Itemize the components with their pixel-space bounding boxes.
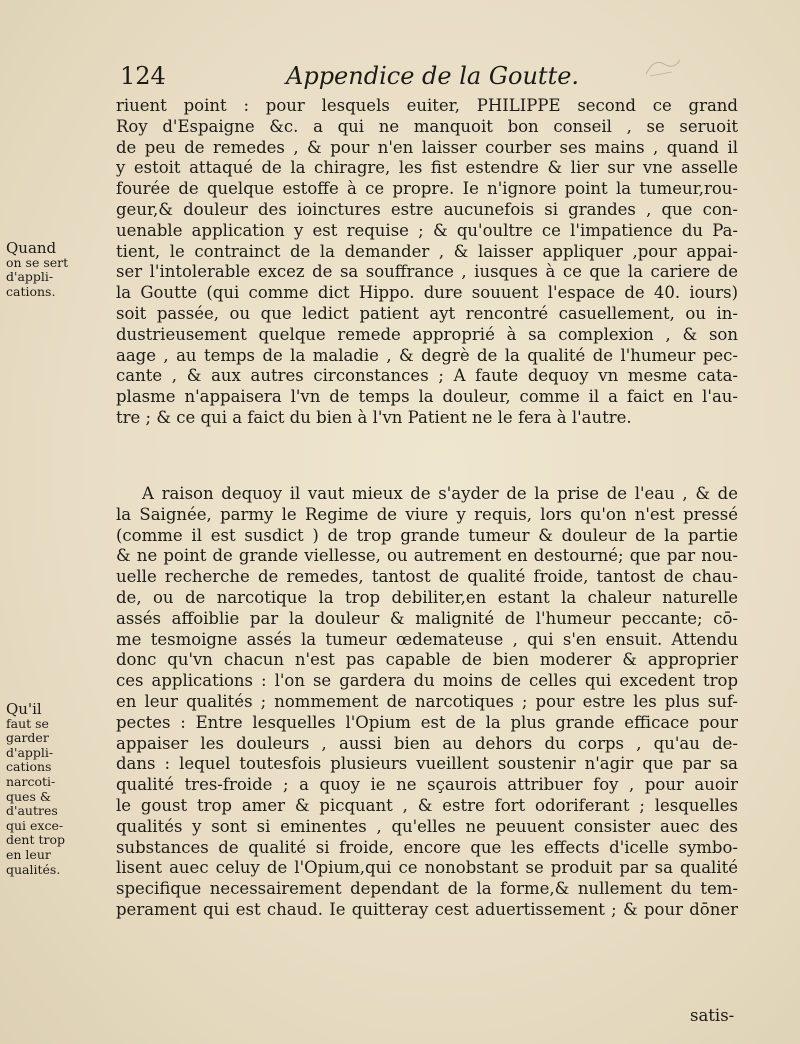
margin-line: d'appli- <box>6 270 54 285</box>
text-line: y estoit attaqué de la chiragre, les fist estendre & lier sur vne asselle <box>116 158 738 178</box>
text-line: tient, le contrainct de la demander , & laisser appliquer ,pour appai- <box>116 241 738 261</box>
margin-line: dent trop <box>6 833 65 848</box>
margin-line: en leur <box>6 847 51 862</box>
paragraph-1 <box>116 96 738 429</box>
margin-line: d'appli- <box>6 745 54 760</box>
margin-line: narcoti- <box>6 774 56 789</box>
text-line: soit passée, ou que ledict patient ayt rencontré casuellement, ou in- <box>116 303 738 323</box>
margin-line: qualités. <box>6 862 61 877</box>
margin-line: Quand <box>6 241 57 256</box>
text-line: qualité tres-froide ; a quoy ie ne sçaurois attribuer foy , pour auoir <box>116 775 738 795</box>
text-line: (comme il est susdict ) de trop grande tumeur & douleur de la partie <box>116 525 738 545</box>
text-line: assés affoiblie par la douleur & malignité de l'humeur peccante; cō- <box>116 608 738 628</box>
text-line: substances de qualité si froide, encore que les effects d'icelle symbo- <box>116 837 738 857</box>
margin-line: garder <box>6 731 49 746</box>
text-line: aage , au temps de la maladie , & degrè de la qualité de l'humeur pec- <box>116 345 738 365</box>
text-line: pectes : Entre lesquelles l'Opium est de la plus grande efficace pour <box>116 712 738 732</box>
text-line: cante , & aux autres circonstances ; A faute dequoy vn mesme cata- <box>116 366 738 386</box>
margin-line: d'autres <box>6 804 58 819</box>
page-number: 124 <box>120 62 166 90</box>
text-line: fourée de quelque estoffe à ce propre. Ie n'ignore point la tumeur,rou- <box>116 179 738 199</box>
page-header <box>118 62 738 96</box>
catchword: satis- <box>690 1006 735 1025</box>
margin-line: faut se <box>6 716 49 731</box>
text-line: Roy d'Espaigne &c. a qui ne manquoit bon conseil , se seruoit <box>116 116 738 136</box>
text-line: dustrieusement quelque remede approprié à sa complexion , & son <box>116 324 738 344</box>
text-line: plasme n'appaisera l'vn de temps la douleur, comme il a faict en l'au- <box>116 387 738 407</box>
text-line: de, ou de narcotique la trop debiliter,en estant la chaleur naturelle <box>116 587 738 607</box>
text-line: & ne point de grande viellesse, ou autrement en destourné; que par nou- <box>116 546 738 566</box>
margin-line: on se sert <box>6 255 69 270</box>
text-line: la Goutte (qui comme dict Hippo. dure souuent l'espace de 40. iours) <box>116 283 738 303</box>
text-line: en leur qualités ; nommement de narcotiques ; pour estre les plus suf- <box>116 691 738 711</box>
text-line: dans : lequel toutesfois plusieurs vueillent soustenir n'agir que par sa <box>116 754 738 774</box>
text-line: me tesmoigne assés la tumeur œdemateuse , qui s'en ensuit. Attendu <box>116 629 738 649</box>
text-line: uelle recherche de remedes, tantost de qualité froide, tantost de chau- <box>116 567 738 587</box>
text-line: qualités y sont si eminentes , qu'elles ne peuuent consister auec des <box>116 816 738 836</box>
margin-note-narcotics <box>6 702 110 877</box>
text-line: tre ; & ce qui a faict du bien à l'vn Patient ne le fera à l'autre. <box>116 407 632 427</box>
text-line: ser l'intolerable excez de sa souffrance , iusques à ce que la cariere de <box>116 262 738 282</box>
margin-line: Qu'il <box>6 702 42 717</box>
margin-note-applications <box>6 241 110 299</box>
text-line: uenable application y est requise ; & qu'oultre ce l'impatience du Pa- <box>116 220 738 240</box>
running-title: Appendice de la Goutte. <box>286 62 580 90</box>
text-line: geur,& douleur des ioinctures estre aucunefois si grandes , que con- <box>116 199 738 219</box>
margin-line: qui exce- <box>6 818 64 833</box>
paragraph-2 <box>116 484 738 921</box>
text-line: de peu de remedes , & pour n'en laisser courber ses mains , quand il <box>116 137 738 157</box>
text-line: la Saignée, parmy le Regime de viure y requis, lors qu'on n'est pressé <box>116 504 738 524</box>
text-line: lisent auec celuy de l'Opium,qui ce nonobstant se produit par sa qualité <box>116 858 738 878</box>
text-line: le goust trop amer & picquant , & estre fort odoriferant ; lesquelles <box>116 795 738 815</box>
text-line: riuent point : pour lesquels euiter, PHILIPPE second ce grand <box>116 96 738 115</box>
margin-line: ques & <box>6 789 51 804</box>
text-line: ces applications : l'on se gardera du moins de celles qui excedent trop <box>116 671 738 691</box>
text-line: A raison dequoy il vaut mieux de s'ayder de la prise de l'eau , & de <box>142 484 738 503</box>
text-line: donc qu'vn chacun n'est pas capable de bien moderer & approprier <box>116 650 738 670</box>
text-line: specifique necessairement dependant de la forme,& nullement du tem- <box>116 879 738 899</box>
margin-line: cations <box>6 760 52 775</box>
text-line: appaiser les douleurs , aussi bien au dehors du corps , qu'au de- <box>116 733 738 753</box>
margin-line: cations. <box>6 284 56 299</box>
text-line: perament qui est chaud. Ie quitteray cest aduertissement ; & pour dōner <box>116 899 738 919</box>
